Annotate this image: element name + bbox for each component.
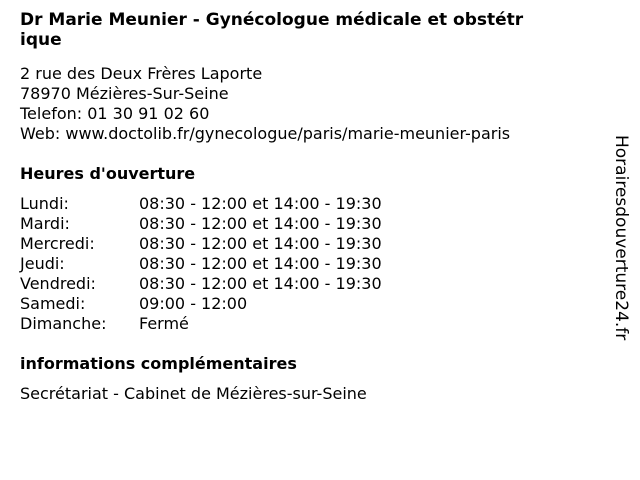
day-label: Dimanche: [20, 314, 107, 333]
page-title [20, 10, 612, 50]
day-label: Jeudi: [20, 254, 65, 273]
time-value: 09:00 - 12:00 [139, 294, 248, 313]
site-watermark [610, 135, 632, 375]
time-value: 08:30 - 12:00 et 14:00 - 19:30 [139, 214, 382, 233]
time-value: 08:30 - 12:00 et 14:00 - 19:30 [139, 234, 382, 253]
additional-info-heading: informations complémentaires [20, 354, 297, 373]
title-line-2: ique [20, 30, 62, 50]
opening-hours-heading: Heures d'ouverture [20, 164, 196, 183]
day-label: Mercredi: [20, 234, 95, 253]
time-value: 08:30 - 12:00 et 14:00 - 19:30 [139, 274, 382, 293]
address-block [20, 64, 510, 144]
phone-number: Telefon: 01 30 91 02 60 [20, 104, 210, 123]
time-value: Fermé [139, 314, 189, 333]
city-address: 78970 Mézières-Sur-Seine [20, 84, 229, 103]
time-value: 08:30 - 12:00 et 14:00 - 19:30 [139, 254, 382, 273]
website-link: Web: www.doctolib.fr/gynecologue/paris/marie-meunier-paris [20, 124, 511, 143]
day-label: Mardi: [20, 214, 70, 233]
title-line-1: Dr Marie Meunier - Gynécologue médicale et obstétr [20, 10, 524, 30]
day-label: Lundi: [20, 194, 69, 213]
time-value: 08:30 - 12:00 et 14:00 - 19:30 [139, 194, 382, 213]
street-address: 2 rue des Deux Frères Laporte [20, 64, 263, 83]
day-label: Samedi: [20, 294, 86, 313]
watermark-text: Horairesdouverture24.fr [611, 135, 631, 341]
additional-info-text: Secrétariat - Cabinet de Mézières-sur-Seine [20, 384, 367, 403]
day-label: Vendredi: [20, 274, 96, 293]
